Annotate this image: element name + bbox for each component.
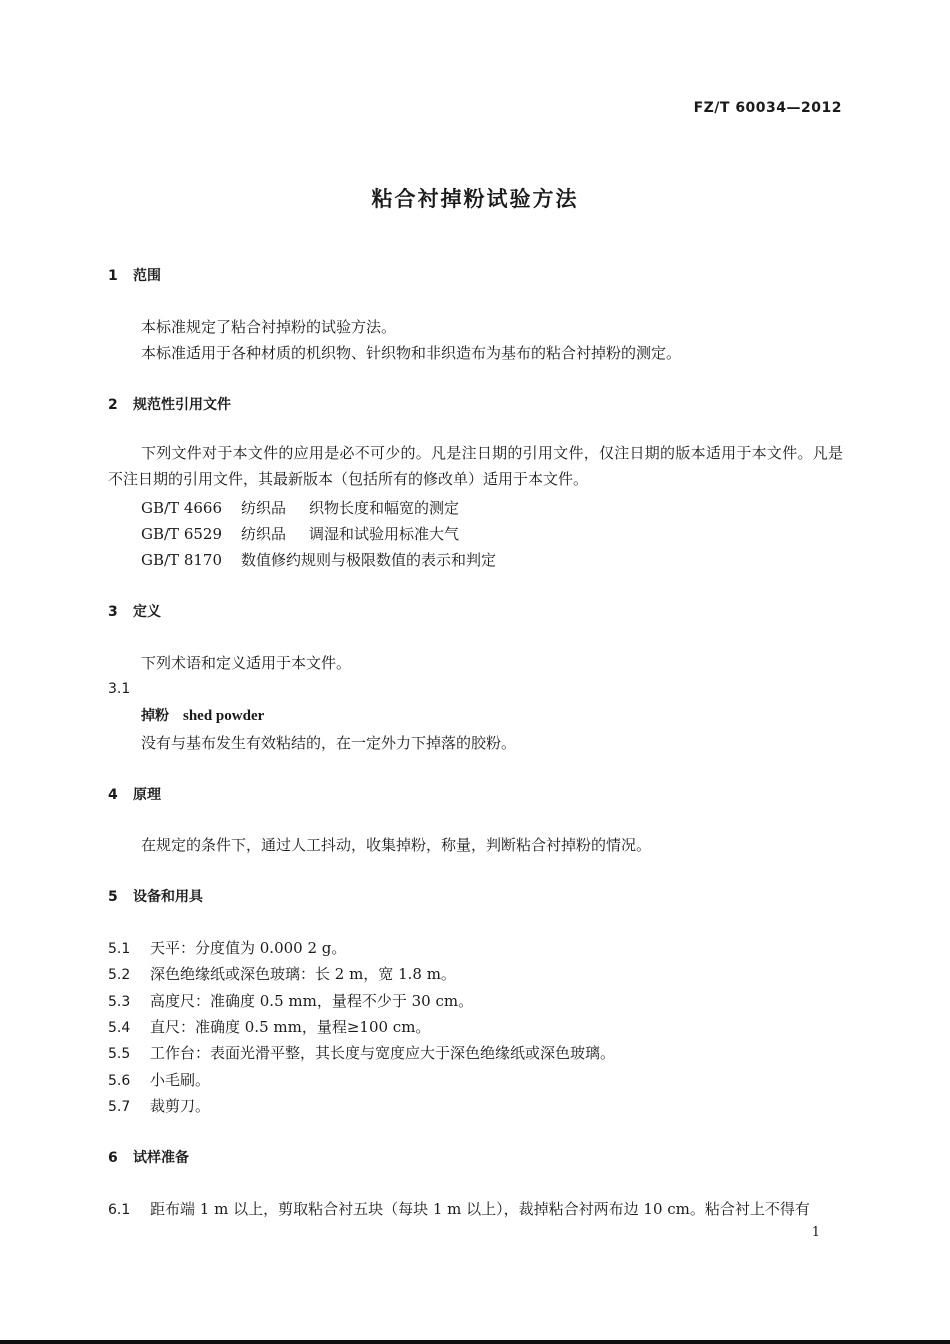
section-title: 规范性引用文件 bbox=[133, 397, 231, 413]
section-3-heading bbox=[108, 601, 161, 621]
reference-code: GB/T 4666 bbox=[141, 499, 223, 517]
section-title: 试样准备 bbox=[133, 1150, 189, 1166]
bottom-edge-line bbox=[0, 1340, 950, 1344]
reference-item bbox=[141, 497, 459, 518]
equipment-item: 5.1 天平：分度值为 0.000 2 g。 bbox=[108, 939, 347, 957]
s2-intro-paragraph: 下列文件对于本文件的应用是必不可少的。凡是注日期的引用文件，仅注日期的版本适用于本文件。凡是不注日期的引用文件，其最新版本（包括所有的修改单）适用于本文件。 bbox=[108, 444, 843, 488]
reference-item bbox=[141, 549, 496, 570]
section-number: 1 bbox=[108, 268, 118, 284]
term-definition: 没有与基布发生有效粘结的，在一定外力下掉落的胶粉。 bbox=[141, 734, 517, 752]
s4-paragraph-1: 在规定的条件下，通过人工抖动，收集掉粉，称量，判断粘合衬掉粉的情况。 bbox=[141, 836, 652, 854]
equipment-item: 5.5 工作台：表面光滑平整，其长度与宽度应大于深色绝缘纸或深色玻璃。 bbox=[108, 1044, 616, 1062]
reference-title: 调湿和试验用标准大气 bbox=[309, 525, 460, 543]
s1-paragraph-2: 本标准适用于各种材质的机织物、针织物和非织造布为基布的粘合衬掉粉的测定。 bbox=[141, 344, 682, 362]
section-6-heading bbox=[108, 1147, 189, 1167]
reference-item bbox=[141, 523, 459, 544]
reference-category: 纺织品 bbox=[241, 525, 287, 543]
section-title: 范围 bbox=[133, 268, 161, 284]
equipment-item: 5.6 小毛刷。 bbox=[108, 1071, 211, 1089]
section-number: 3 bbox=[108, 604, 118, 620]
section-title: 原理 bbox=[133, 787, 161, 803]
section-number: 2 bbox=[108, 397, 118, 413]
reference-code: GB/T 8170 bbox=[141, 551, 223, 569]
term-english: shed powder bbox=[183, 708, 265, 724]
section-title: 设备和用具 bbox=[133, 889, 203, 905]
term-number: 3.1 bbox=[108, 681, 131, 697]
section-title: 定义 bbox=[133, 604, 161, 620]
section-1-heading bbox=[108, 265, 161, 285]
section-number: 6 bbox=[108, 1150, 118, 1166]
equipment-item: 5.3 高度尺：准确度 0.5 mm，量程不少于 30 cm。 bbox=[108, 992, 474, 1010]
reference-category: 纺织品 bbox=[241, 499, 287, 517]
reference-code: GB/T 6529 bbox=[141, 525, 223, 543]
page-number: 1 bbox=[811, 1225, 820, 1240]
equipment-item: 5.7 裁剪刀。 bbox=[108, 1097, 211, 1115]
section-number: 4 bbox=[108, 787, 118, 803]
reference-title: 数值修约规则与极限数值的表示和判定 bbox=[241, 551, 497, 569]
document-title: 粘合衬掉粉试验方法 bbox=[371, 187, 579, 211]
sample-prep-item: 6.1 距布端 1 m 以上，剪取粘合衬五块（每块 1 m 以上），裁掉粘合衬两布边 10 cm。粘合衬上不得有 bbox=[108, 1200, 810, 1218]
reference-title: 织物长度和幅宽的测定 bbox=[309, 499, 460, 517]
section-4-heading bbox=[108, 784, 161, 804]
standard-code: FZ/T 60034—2012 bbox=[693, 100, 842, 116]
section-2-heading bbox=[108, 394, 231, 414]
term-entry bbox=[141, 705, 264, 725]
section-5-heading bbox=[108, 886, 203, 906]
term-chinese: 掉粉 bbox=[141, 708, 169, 724]
equipment-item: 5.4 直尺：准确度 0.5 mm，量程≥100 cm。 bbox=[108, 1018, 431, 1036]
equipment-item: 5.2 深色绝缘纸或深色玻璃：长 2 m，宽 1.8 m。 bbox=[108, 965, 456, 983]
s3-intro: 下列术语和定义适用于本文件。 bbox=[141, 654, 352, 672]
section-number: 5 bbox=[108, 889, 118, 905]
s1-paragraph-1: 本标准规定了粘合衬掉粉的试验方法。 bbox=[141, 318, 397, 336]
